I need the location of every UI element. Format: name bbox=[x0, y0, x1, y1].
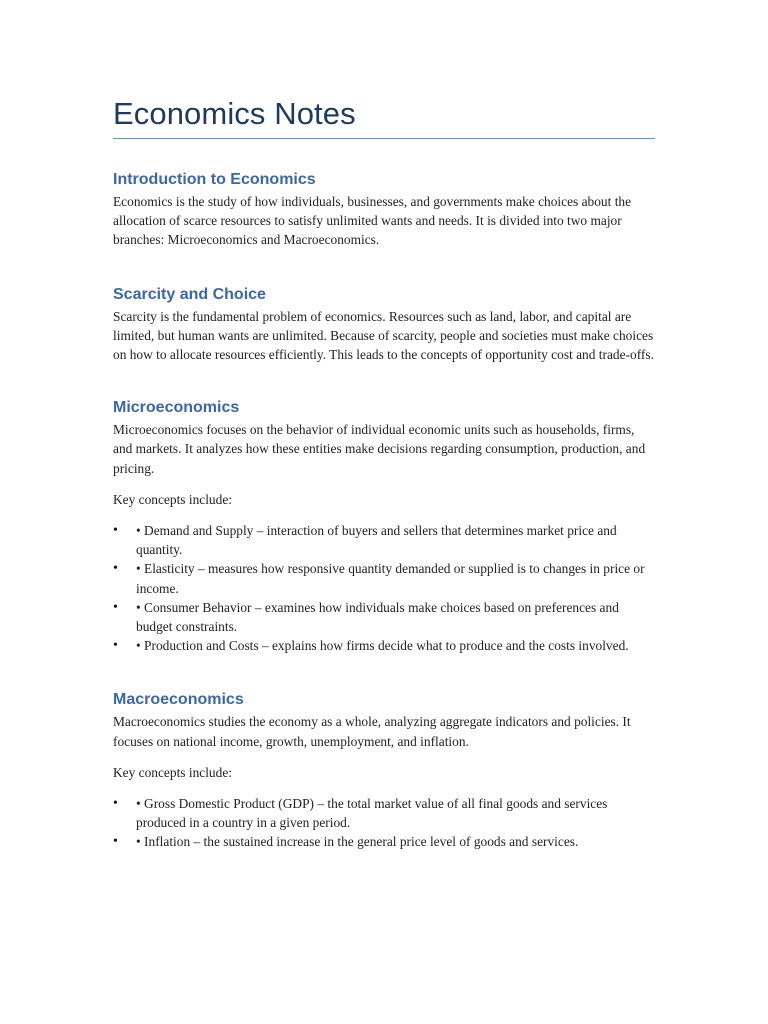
micro-key-concepts-list bbox=[113, 521, 656, 655]
micro-key-concepts-intro: Key concepts include: bbox=[113, 491, 232, 507]
document-page bbox=[113, 92, 656, 852]
list-item-text: • Inflation – the sustained increase in the general price level of goods and services. bbox=[136, 834, 579, 850]
list-item bbox=[113, 794, 656, 832]
bullet-icon: • bbox=[113, 796, 118, 812]
list-item bbox=[113, 832, 656, 851]
list-item-text: • Demand and Supply – interaction of buyers and sellers that determines market price and quantity. bbox=[136, 523, 617, 558]
macro-key-concepts-intro: Key concepts include: bbox=[113, 764, 232, 780]
micro-paragraph: Microeconomics focuses on the behavior of individual economic units such as households, firms, and markets. It analyzes how these entities make decisions regarding consumption, production, and pricing. bbox=[113, 422, 646, 476]
section-heading-microeconomics: Microeconomics bbox=[113, 399, 240, 417]
list-item-text: • Elasticity – measures how responsive quantity demanded or supplied is to changes in price or income. bbox=[136, 561, 645, 596]
scarcity-paragraph: Scarcity is the fundamental problem of economics. Resources such as land, labor, and capital are limited, but human wants are unlimited. Because of scarcity, people and societies must make choices on how to allocate resources efficiently. This leads to the concepts of opportunity cost and trade-offs. bbox=[113, 308, 654, 363]
bullet-icon: • bbox=[113, 599, 118, 615]
list-item-text: • Gross Domestic Product (GDP) – the total market value of all final goods and services produced in a country in a given period. bbox=[136, 796, 608, 831]
bullet-icon: • bbox=[113, 638, 118, 654]
section-heading-scarcity: Scarcity and Choice bbox=[113, 285, 266, 303]
section-heading-introduction: Introduction to Economics bbox=[113, 171, 316, 188]
bullet-icon: • bbox=[113, 834, 118, 850]
document-title: Economics Notes bbox=[113, 96, 356, 131]
bullet-icon: • bbox=[113, 523, 118, 539]
title-divider bbox=[113, 138, 655, 139]
list-item-text: • Production and Costs – explains how firms decide what to produce and the costs involved. bbox=[136, 638, 629, 654]
list-item bbox=[113, 521, 656, 559]
macro-key-concepts-list bbox=[113, 794, 656, 852]
intro-paragraph: Economics is the study of how individuals, businesses, and governments make choices about the allocation of scarce resources to satisfy unlimited wants and needs. It is divided into two major branches: Microeconomics and Macroeconomics. bbox=[113, 194, 632, 248]
bullet-icon: • bbox=[113, 561, 118, 577]
section-heading-macroeconomics: Macroeconomics bbox=[113, 691, 244, 709]
list-item bbox=[113, 636, 656, 655]
macro-paragraph: Macroeconomics studies the economy as a whole, analyzing aggregate indicators and policies. It focuses on national income, growth, unemployment, and inflation. bbox=[113, 714, 631, 749]
list-item bbox=[113, 598, 656, 636]
list-item bbox=[113, 559, 656, 597]
list-item-text: • Consumer Behavior – examines how individuals make choices based on preferences and budget constraints. bbox=[136, 599, 619, 635]
